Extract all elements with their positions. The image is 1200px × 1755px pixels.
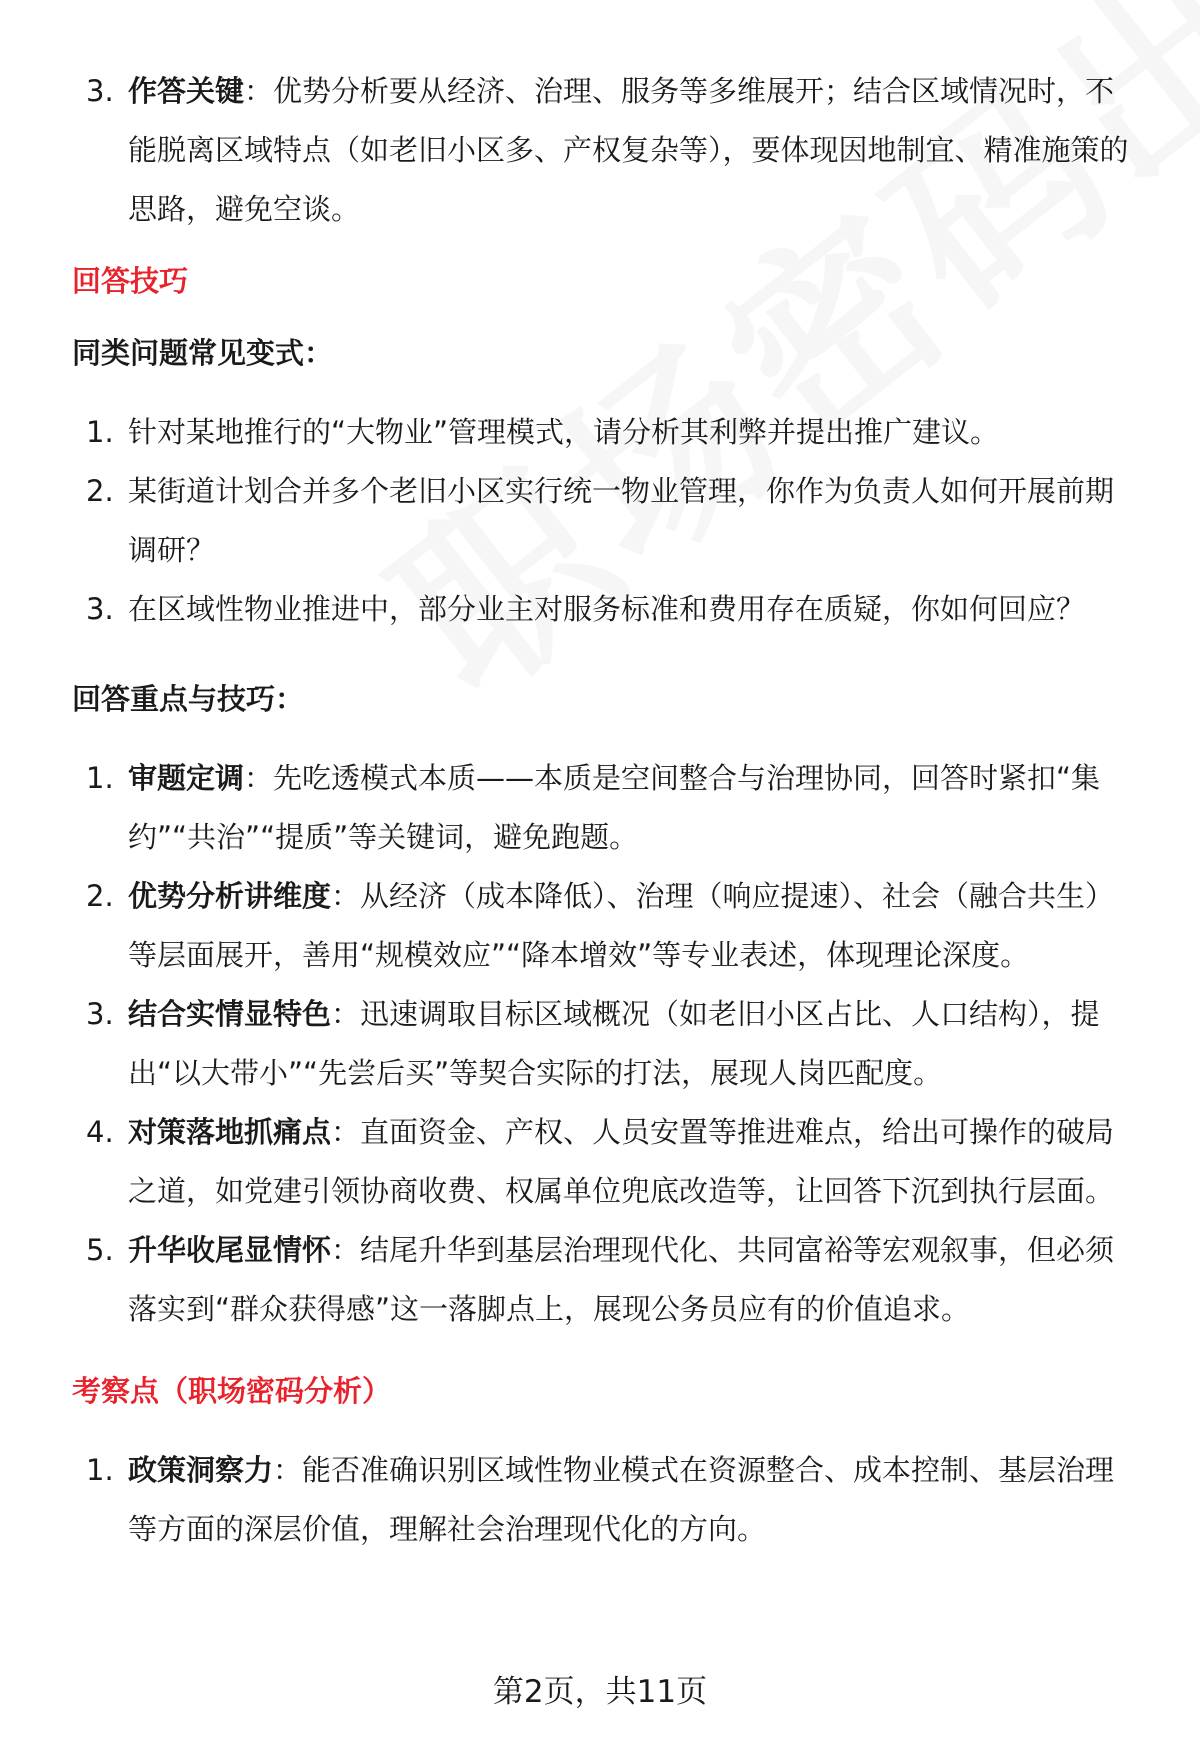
list-item — [72, 867, 1142, 985]
list-number: 3. — [86, 74, 114, 108]
list-item — [72, 1103, 1142, 1221]
item-keyword: 升华收尾显情怀 — [128, 1233, 332, 1267]
list-item — [72, 1441, 1142, 1559]
item-text: ：优势分析要从经济、治理、服务等多维展开；结合区域情况时，不能脱离区域特点（如老旧小区多、产权复杂等），要体现因地制宜、精准施策的思路，避免空谈。 — [128, 74, 1129, 226]
key-points-list — [72, 749, 1142, 1339]
list-number: 2. — [86, 474, 114, 508]
list-number: 2. — [86, 879, 114, 913]
list-item — [72, 62, 1142, 239]
list-item — [72, 580, 1142, 639]
item-text: ：从经济（成本降低）、治理（响应提速）、社会（融合共生）等层面展开，善用“规模效应”“降本增效”等专业表述，体现理论深度。 — [128, 879, 1115, 972]
item-text: 针对某地推行的“大物业”管理模式，请分析其利弊并提出推广建议。 — [128, 415, 1000, 449]
list-number: 4. — [86, 1115, 114, 1149]
item-keyword: 政策洞察力 — [128, 1453, 274, 1487]
list-item — [72, 1221, 1142, 1339]
item-keyword: 结合实情显特色 — [128, 997, 332, 1031]
item-text: ：能否准确识别区域性物业模式在资源整合、成本控制、基层治理等方面的深层价值，理解社会治理现代化的方向。 — [128, 1453, 1115, 1546]
subheading-key-points: 回答重点与技巧： — [72, 682, 305, 716]
list-item — [72, 403, 1142, 462]
item-keyword: 优势分析讲维度 — [128, 879, 332, 913]
item-text: ：先吃透模式本质——本质是空间整合与治理协同，回答时紧扣“集约”“共治”“提质”等关键词，避免跑题。 — [128, 761, 1101, 854]
item-keyword: 对策落地抓痛点 — [128, 1115, 332, 1149]
list-number: 1. — [86, 415, 114, 449]
item-text: 某街道计划合并多个老旧小区实行统一物业管理，你作为负责人如何开展前期调研？ — [128, 474, 1115, 567]
document-body — [72, 62, 1142, 1559]
section-heading-answer-tips: 回答技巧 — [72, 264, 189, 298]
list-number: 5. — [86, 1233, 114, 1267]
list-number: 3. — [86, 997, 114, 1031]
subheading-variants: 同类问题常见变式： — [72, 336, 334, 370]
list-number: 3. — [86, 592, 114, 626]
item-text: ：结尾升华到基层治理现代化、共同富裕等宏观叙事，但必须落实到“群众获得感”这一落脚点上，展现公务员应有的价值追求。 — [128, 1233, 1115, 1326]
list-item — [72, 749, 1142, 867]
list-number: 1. — [86, 761, 114, 795]
variants-list — [72, 403, 1142, 639]
list-item — [72, 462, 1142, 580]
item-text: 在区域性物业推进中，部分业主对服务标准和费用存在质疑，你如何回应？ — [128, 592, 1086, 626]
item-keyword: 审题定调 — [128, 761, 245, 795]
list-number: 1. — [86, 1453, 114, 1487]
list-item — [72, 985, 1142, 1103]
item-text: ：直面资金、产权、人员安置等推进难点，给出可操作的破局之道，如党建引领协商收费、权属单位兜底改造等，让回答下沉到执行层面。 — [128, 1115, 1115, 1208]
section-heading-exam-points: 考察点（职场密码分析） — [72, 1374, 392, 1408]
item-text: ：迅速调取目标区域概况（如老旧小区占比、人口结构），提出“以大带小”“先尝后买”等契合实际的打法，展现人岗匹配度。 — [128, 997, 1100, 1090]
item-keyword: 作答关键 — [128, 74, 245, 108]
exam-points-list — [72, 1441, 1142, 1559]
page-number-footer: 第2页，共11页 — [492, 1674, 708, 1710]
intro-list — [72, 62, 1142, 239]
